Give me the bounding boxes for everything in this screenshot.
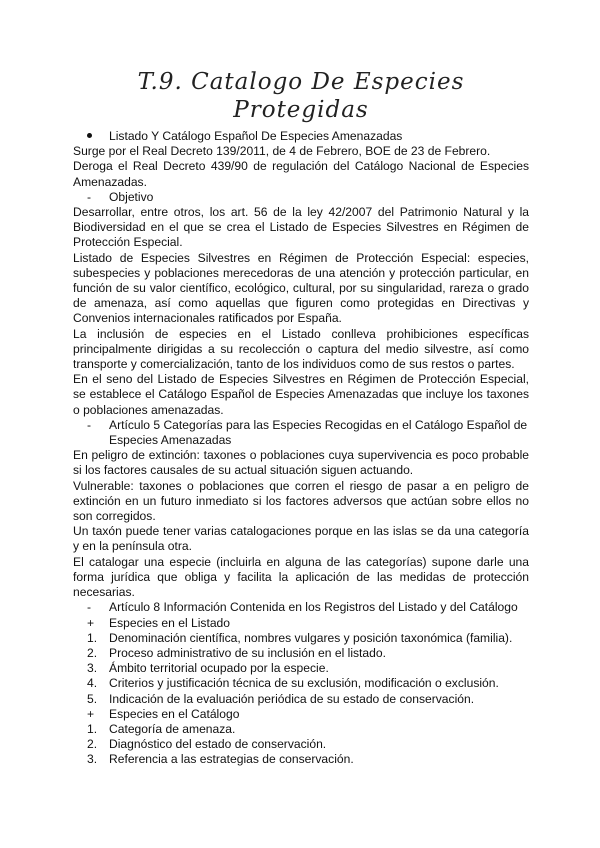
paragraph-catalogar: El catalogar una especie (incluirla en alguna de las categorías) supone darle una forma jurídica que obliga y facilita la aplicación de las medidas de protección necesarias. [73, 554, 529, 600]
bullet-heading [73, 129, 529, 144]
list-item [73, 631, 529, 646]
paragraph-peligro: En peligro de extinción: taxones o poblaciones cuya supervivencia es poco probable si los factores causales de su actual situación siguen actuando. [73, 448, 529, 478]
list-item-text: Criterios y justificación técnica de su exclusión, modificación o exclusión. [109, 676, 499, 691]
list-number: 3. [87, 752, 98, 767]
dash-marker: - [87, 600, 92, 615]
list-number: 2. [87, 645, 98, 660]
paragraph-deroga: Deroga el Real Decreto 439/90 de regulación del Catálogo Nacional de Especies Amenazadas. [73, 159, 529, 189]
list-item-text: Denominación científica, nombres vulgares y posición taxonómica (familia). [109, 630, 513, 645]
plus-item-listado [73, 616, 529, 631]
dash-marker: - [87, 417, 92, 432]
plus-item-catalogo [73, 707, 529, 722]
document-title: T.9. Catalogo De Especies Protegidas [137, 69, 465, 123]
list-item [73, 752, 529, 767]
list-number: 1. [87, 630, 98, 645]
list-item [73, 737, 529, 752]
list-item [73, 676, 529, 691]
list-item [73, 722, 529, 737]
list-item-text: Diagnóstico del estado de conservación. [109, 737, 327, 752]
list-item-text: Proceso administrativo de su inclusión en el listado. [109, 645, 386, 660]
paragraph-inclusion: La inclusión de especies en el Listado conlleva prohibiciones específicas principalmente dirigidas a su recolección o captura del medio silvestre, así como transporte y comercialización, tanto de los individuos como de sus restos o partes. [73, 326, 529, 372]
list-item-text: Ámbito territorial ocupado por la especie. [109, 661, 329, 676]
plus-item-text: Especies en el Listado [109, 615, 231, 630]
list-item-text: Indicación de la evaluación periódica de su estado de conservación. [109, 691, 475, 706]
list-item [73, 661, 529, 676]
list-number: 3. [87, 661, 98, 676]
dash-item-text: Artículo 5 Categorías para las Especies Recogidas en el Catálogo Español de Especies Amenazadas [109, 417, 528, 448]
list-number: 1. [87, 721, 98, 736]
dash-item-objetivo [73, 190, 529, 205]
paragraph-desarrollar: Desarrollar, entre otros, los art. 56 de la ley 42/2007 del Patrimonio Natural y la Biodiversidad en el que se crea el Listado de Especies Silvestres en Régimen de Protección Especial. [73, 205, 529, 250]
document-page [73, 68, 529, 768]
dash-item-text: Artículo 8 Información Contenida en los Registros del Listado y del Catálogo [109, 600, 518, 615]
list-item [73, 646, 529, 661]
list-item-text: Referencia a las estrategias de conservación. [109, 752, 354, 767]
plus-marker: + [87, 615, 95, 630]
list-item-text: Categoría de amenaza. [109, 721, 236, 736]
list-number: 5. [87, 691, 98, 706]
dash-item-art5 [73, 418, 529, 448]
plus-marker: + [87, 706, 95, 721]
plus-item-text: Especies en el Catálogo [109, 706, 240, 721]
paragraph-surge: Surge por el Real Decreto 139/2011, de 4 de Febrero, BOE de 23 de Febrero. [73, 144, 491, 159]
paragraph-taxon: Un taxón puede tener varias catalogaciones porque en las islas se da una categoría y en la península otra. [73, 524, 529, 554]
list-number: 2. [87, 737, 98, 752]
bullet-dot-icon [87, 129, 105, 144]
dash-marker: - [87, 189, 92, 204]
paragraph-listado: Listado de Especies Silvestres en Régimen de Protección Especial: especies, subespecies y poblaciones merecedoras de una atención y protección particular, en función de su valor científico, ecológico, cultural, por su singularidad, rareza o grado de amenaza, así como aquellas que figuren como protegidas en Directivas y Convenios internacionales ratificados por España. [73, 250, 529, 326]
paragraph-vulnerable: Vulnerable: taxones o poblaciones que corren el riesgo de pasar a en peligro de extinción en un futuro inmediato si los factores adversos que actúan sobre ellos no son corregidos. [73, 478, 529, 524]
list-number: 4. [87, 676, 98, 691]
paragraph-seno: En el seno del Listado de Especies Silvestres en Régimen de Protección Especial, se establece el Catálogo Español de Especies Amenazadas que incluye los taxones o poblaciones amenazadas. [73, 372, 529, 417]
bullet-heading-text: Listado Y Catálogo Español De Especies Amenazadas [109, 129, 403, 143]
dash-item-text: Objetivo [109, 189, 154, 204]
dash-item-art8 [73, 600, 529, 615]
list-item [73, 692, 529, 707]
